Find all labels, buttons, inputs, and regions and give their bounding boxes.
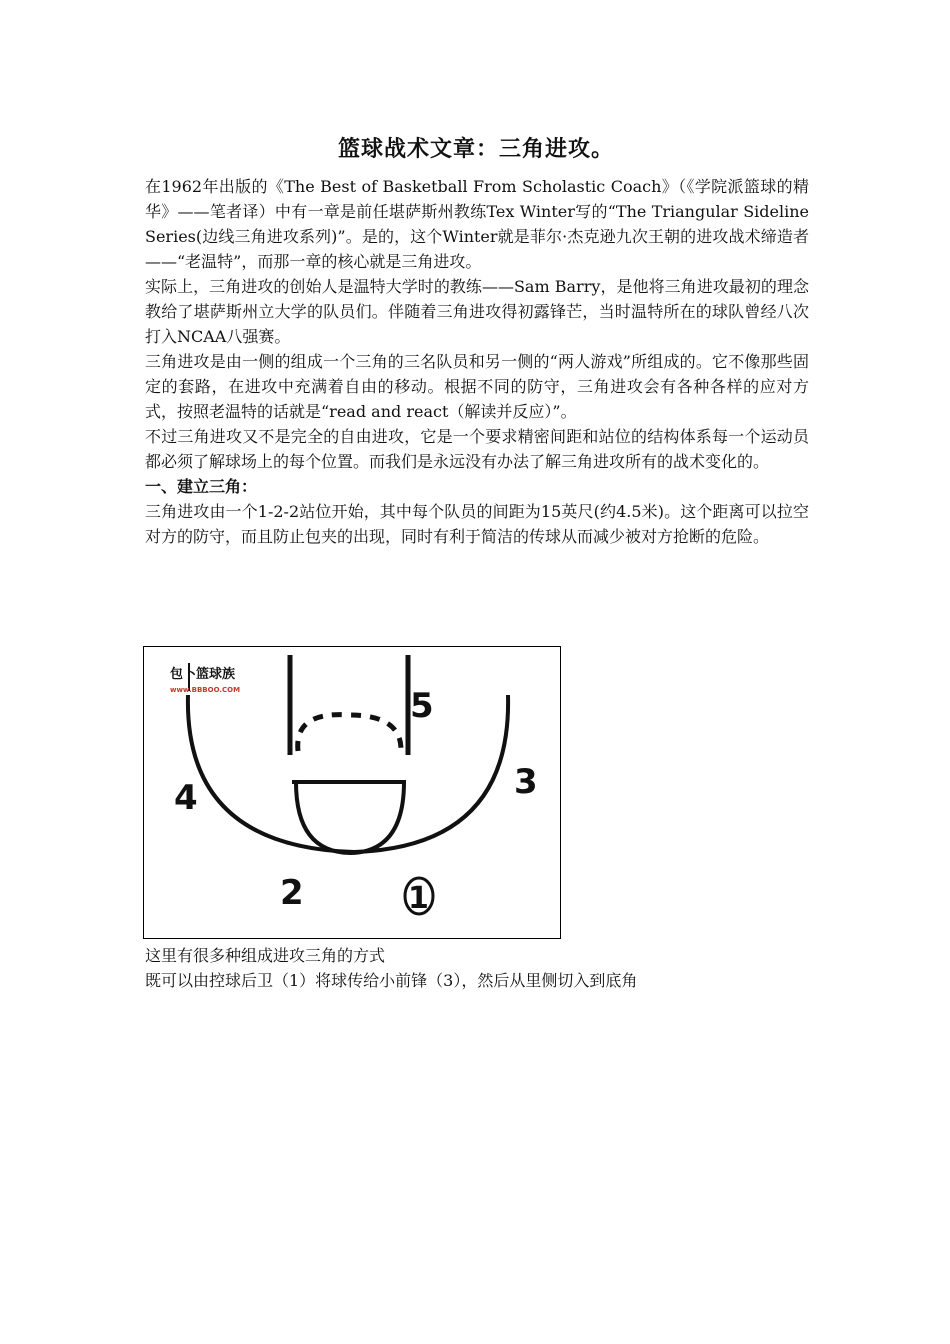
watermark-logo xyxy=(170,663,240,694)
player-4-label: 4 xyxy=(174,778,198,818)
paragraph-setup: 三角进攻由一个1-2-2站位开始，其中每个队员的间距为15英尺(约4.5米)。这个距离可以拉空对方的防守，而且防止包夹的出现，同时有利于简洁的传球从而减少被对方抢断的危险。 xyxy=(145,502,809,546)
free-throw-circle-dashed xyxy=(298,715,401,751)
document-body xyxy=(145,174,809,549)
player-1-marker xyxy=(405,878,433,916)
document-title: 篮球战术文章：三角进攻。 xyxy=(337,137,614,162)
document-body-continued xyxy=(145,943,809,993)
paragraph-option-1: 既可以由控球后卫（1）将球传给小前锋（3），然后从里侧切入到底角 xyxy=(145,971,638,990)
watermark-url: www.BBBOO.COM xyxy=(170,686,241,694)
free-throw-circle-solid xyxy=(296,782,404,853)
paragraph-origin: 实际上，三角进攻的创始人是温特大学时的教练——Sam Barry，是他将三角进攻最初的理念教给了堪萨斯州立大学的队员们。伴随着三角进攻得初露锋芒，当时温特所在的球队曾经八次打入NCAA八强赛。 xyxy=(145,277,809,346)
player-2-label: 2 xyxy=(280,873,304,913)
paragraph-structure: 三角进攻是由一侧的组成一个三角的三名队员和另一侧的“两人游戏”所组成的。它不像那些固定的套路，在进攻中充满着自由的移动。根据不同的防守，三角进攻会有各种各样的应对方式，按照老温特的话就是“read and react（解读并反应）”。 xyxy=(145,352,809,421)
court-diagram xyxy=(143,646,561,939)
section-heading: 一、建立三角： xyxy=(145,477,258,496)
watermark-text: 包卜篮球族 xyxy=(170,667,236,682)
player-1-label: 1 xyxy=(408,881,429,916)
paragraph-freedom: 不过三角进攻又不是完全的自由进攻，它是一个要求精密间距和站位的结构体系每一个运动员都必须了解球场上的每个位置。而我们是永远没有办法了解三角进攻所有的战术变化的。 xyxy=(145,427,809,471)
player-5-label: 5 xyxy=(410,686,434,726)
paragraph-caption: 这里有很多种组成进攻三角的方式 xyxy=(145,946,386,965)
court-diagram-svg xyxy=(144,647,562,940)
player-3-label: 3 xyxy=(514,762,538,802)
three-point-arc xyxy=(188,695,508,852)
paragraph-intro: 在1962年出版的《The Best of Basketball From Scholastic Coach》（《学院派篮球的精华》——笔者译）中有一章是前任堪萨斯州教练Tex Winter写的“The Triangular Sideline Series(边线三角进攻系列)”。是的，这个Winter就是菲尔·杰克逊九次王朝的进攻战术缔造者——“老温特”，而那一章的核心就是三角进攻。 xyxy=(145,177,809,271)
